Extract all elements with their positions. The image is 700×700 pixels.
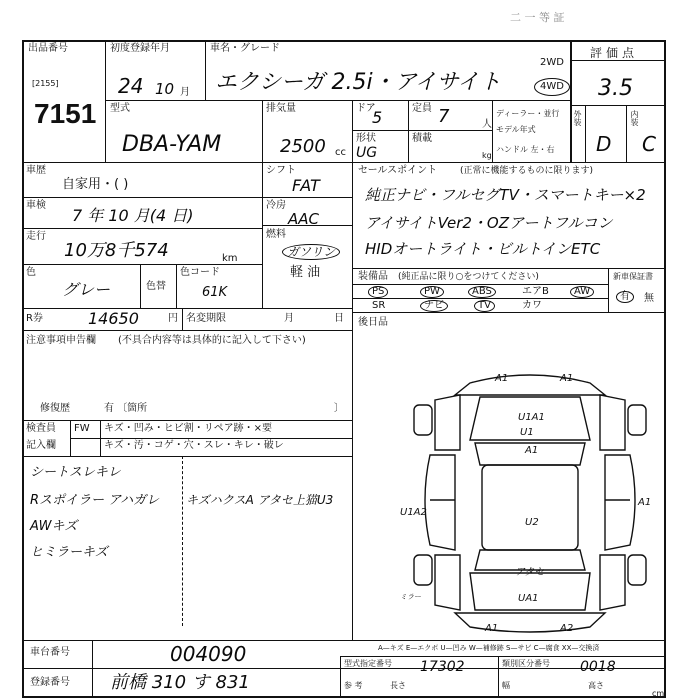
first-reg-value: 24 <box>118 74 144 98</box>
equip-navi: ナビ <box>420 300 448 312</box>
grade-value: 3.5 <box>598 76 633 101</box>
ref-label: 参 考 <box>344 681 363 690</box>
inspection-value: 7 年 10 月(4 日) <box>72 206 194 225</box>
selling-line-2: アイサイトVer2・OZアートフルコン <box>365 214 613 232</box>
fuel-diesel: 軽 油 <box>290 265 321 280</box>
diagram-mark: UA1 <box>518 593 539 604</box>
repair-close: 〕 <box>334 403 344 414</box>
inspector-row-1: キズ・凹み・ヒビ割・リペア跡・×要 <box>104 423 272 434</box>
first-reg-label: 初度登録年月 <box>110 43 170 54</box>
class-label: 類別区分番号 <box>502 659 550 668</box>
color-value: グレー <box>62 280 111 299</box>
type-cert-value: 17302 <box>420 659 465 675</box>
equip-leather: カワ <box>522 300 542 311</box>
color-label: 色 <box>26 267 36 278</box>
diagram-mark: U1A1 <box>518 412 545 423</box>
recycle-unit: 円 <box>168 313 178 324</box>
car-name-value: エクシーガ 2.5i・アイサイト <box>215 70 502 95</box>
legend: A—キズ E—エクボ U—凹み W—補修跡 S—サビ C—腐食 XX—交換済 <box>378 644 600 652</box>
class-value: 0018 <box>580 659 616 675</box>
mileage-unit: km <box>222 253 238 264</box>
equipment-sub: (純正品に限り○をつけてください) <box>398 272 539 282</box>
equip-aw: AW <box>570 286 594 298</box>
doors-value: 5 <box>372 108 383 127</box>
capacity-unit: 人 <box>482 119 492 130</box>
diagram-mark: U2 <box>525 517 539 528</box>
width-label: 幅 <box>502 681 510 690</box>
diagram-mark: A1 <box>638 497 652 508</box>
color-change-label: 色替 <box>146 281 166 292</box>
height-label: 高さ <box>588 681 604 690</box>
equipment-label: 装備品 <box>358 271 388 282</box>
reg-value: 前橋 310 す 831 <box>110 672 250 693</box>
displacement-value: 2500 <box>280 136 326 157</box>
equip-abs: ABS <box>468 286 496 298</box>
inspector-fw: FW <box>74 423 90 434</box>
lot-label: 出品番号 <box>28 43 68 54</box>
shape-label: 形状 <box>356 133 376 144</box>
fuel-petrol: ガソリン <box>282 244 340 260</box>
notes-sub: (不具合内容等は具体的に記入して下さい) <box>118 335 306 346</box>
mileage-value: 10万8千574 <box>64 240 169 261</box>
inspection-note-2: Rスポイラー アハガレ <box>30 493 160 508</box>
diagram-mark: U1 <box>520 427 534 438</box>
car-diagram <box>400 365 660 635</box>
lot-number: 7151 <box>34 98 97 129</box>
recycle-label: R券 <box>26 313 43 324</box>
car-name-label: 車名・グレード <box>210 43 280 54</box>
warranty-label: 新車保証書 <box>613 272 653 281</box>
lot-small: [2155] <box>32 79 59 88</box>
shift-label: シフト <box>266 165 296 176</box>
recycle-value: 14650 <box>88 309 139 328</box>
repair-value: 有 〔箇所 <box>104 403 148 414</box>
mileage-label: 走行 <box>26 231 46 242</box>
day-label: 日 <box>334 313 344 324</box>
equip-airbag: エアB <box>522 286 549 297</box>
diagram-mark: A1 <box>485 623 499 634</box>
first-reg-unit: 月 <box>180 87 190 98</box>
drive-2wd: 2WD <box>540 57 564 68</box>
diagram-mark: A2 <box>560 623 574 634</box>
load-label: 積載 <box>412 133 432 144</box>
dealer-label: ディーラー・並行 <box>496 109 560 118</box>
model-value: DBA-YAM <box>122 132 222 157</box>
inspection-center-note: キズハクスA アタセ上猫U3 <box>186 493 334 507</box>
reg-label: 登録番号 <box>30 677 70 688</box>
exterior-label: 外装 <box>573 110 582 126</box>
chassis-label: 車台番号 <box>30 647 70 658</box>
chassis-value: 004090 <box>170 642 247 666</box>
handle-label: ハンドル 左・右 <box>496 145 555 154</box>
after-label: 後日品 <box>358 317 388 328</box>
inspector-label-2: 記入欄 <box>26 440 56 451</box>
first-reg-month: 10 <box>155 80 175 98</box>
shift-value: FAT <box>292 176 320 195</box>
equip-tv: TV <box>474 300 495 312</box>
model-label: 型式 <box>110 103 130 114</box>
interior-label: 内装 <box>630 110 639 126</box>
name-change-label: 名変期限 <box>186 313 226 324</box>
warranty-no: 無 <box>644 293 654 304</box>
history-value: 自家用・( ) <box>62 177 129 192</box>
color-code-label: 色コード <box>180 267 220 278</box>
interior-value: C <box>642 132 656 156</box>
cm-unit: cm <box>652 689 665 698</box>
inspector-row-2: キズ・汚・コゲ・穴・スレ・キレ・破レ <box>104 440 284 451</box>
warranty-yes: 有 <box>616 291 634 303</box>
diagram-mark: U1A2 <box>400 507 427 518</box>
inspection-note-3: AWキズ <box>30 519 78 534</box>
length-label: 長さ <box>390 681 406 690</box>
inspector-label-1: 検査員 <box>26 423 56 434</box>
model-year-label: モデル年式 <box>496 125 536 134</box>
selling-sub: (正常に機能するものに限ります) <box>460 166 594 176</box>
selling-line-1: 純正ナビ・フルセグTV・スマートキー×2 <box>365 186 646 204</box>
notes-label: 注意事項申告欄 <box>26 335 96 346</box>
grade-label: 評価点 <box>590 46 639 60</box>
capacity-label: 定員 <box>412 103 432 114</box>
ac-value: AAC <box>288 210 319 228</box>
ac-label: 冷房 <box>266 200 286 211</box>
equip-sr: SR <box>372 300 386 311</box>
top-right-mark: 二 一 等 証 <box>510 11 565 24</box>
drive-4wd: 4WD <box>534 78 570 96</box>
diagram-mark: A1 <box>560 373 574 384</box>
shape-value: UG <box>356 145 378 161</box>
diagram-mark: アタセ <box>515 567 545 578</box>
displacement-unit: cc <box>335 147 346 158</box>
inspection-note-1: シートスレキレ <box>30 465 121 480</box>
equip-ps: PS <box>368 286 388 298</box>
load-unit: kg <box>482 151 492 160</box>
type-cert-label: 型式指定番号 <box>344 659 392 668</box>
displacement-label: 排気量 <box>266 103 296 114</box>
diagram-mark: A1 <box>495 373 509 384</box>
inspection-note-4: ヒミラーキズ <box>30 545 108 560</box>
color-code-value: 61K <box>202 285 228 300</box>
equip-pw: PW <box>420 286 444 298</box>
capacity-value: 7 <box>438 106 450 127</box>
diagram-mark: A1 <box>525 445 539 456</box>
doors-label: ドア <box>356 103 376 114</box>
inspection-label: 車検 <box>26 200 46 211</box>
diagram-mark: ミラー <box>400 593 421 601</box>
repair-label: 修復歴 <box>40 403 70 414</box>
history-label: 車歴 <box>26 165 46 176</box>
selling-line-3: HIDオートライト・ビルトインETC <box>365 240 601 258</box>
fuel-label: 燃料 <box>266 229 286 240</box>
selling-label: セールスポイント <box>358 165 438 176</box>
exterior-value: D <box>596 132 612 156</box>
month-label: 月 <box>284 313 294 324</box>
